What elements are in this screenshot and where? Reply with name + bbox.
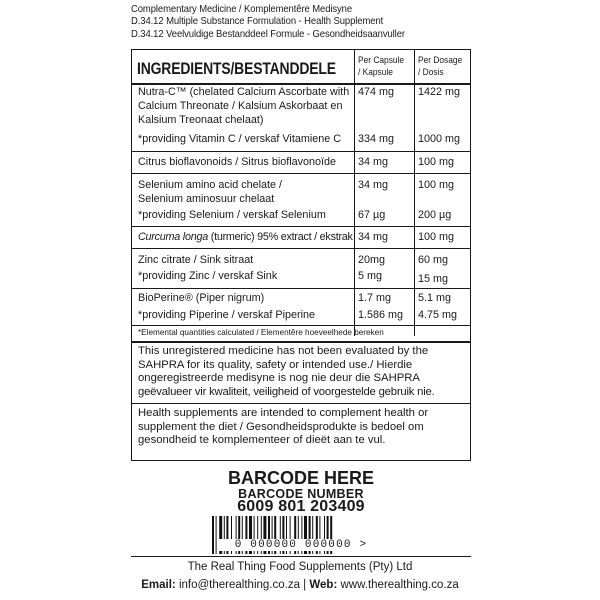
web-label: Web: (309, 579, 338, 591)
section-divider (132, 403, 470, 404)
col-header-per-capsule: Per Capsule / Kapsule (358, 55, 405, 77)
row-divider (132, 288, 470, 289)
per-dosage-value: 1422 mg (418, 86, 461, 98)
barcode-bar (216, 516, 217, 554)
ingredient-name: Zinc citrate / Sink sitraat (138, 254, 254, 266)
sub-per-capsule-value: 5 mg (358, 270, 383, 282)
sub-per-dosage-value: 200 µg (418, 209, 452, 221)
row-divider (132, 248, 470, 249)
sub-per-dosage-value: 1000 mg (418, 133, 461, 145)
ingredient-sub-name: *providing Zinc / verskaf Sink (138, 270, 278, 282)
footer-separator: | (303, 579, 307, 591)
sub-per-capsule-value: 1.586 mg (358, 309, 404, 321)
sub-per-capsule-value: 334 mg (358, 133, 395, 145)
barcode-number-bottom: 0 000000 000000 > (218, 539, 384, 551)
header-line-formulation-af: D.34.12 Veelvuldige Bestanddeel Formule - Gesondheidsaanvuller (131, 28, 405, 40)
ingredient-name: BioPerine® (Piper nigrum) (138, 292, 265, 304)
contact-line (0, 579, 600, 591)
col-header-per-dosage: Per Dosage / Dosis (418, 55, 463, 77)
ingredient-name: Selenium amino acid chelate / Selenium aminosuur chelaat (138, 179, 283, 205)
unregistered-disclaimer: This unregistered medicine has not been evaluated by the SAHPRA for its quality, safety or intended use./ Hierdie ongeregistreerde medisyne is nog nie deur die SAHPRA geëvalueer vir kwaliteit, veiligheid of voorgestelde gebruik nie. (138, 345, 435, 399)
column-divider-1 (354, 50, 355, 336)
row-divider (132, 173, 470, 174)
per-capsule-value: 34 mg (358, 156, 389, 168)
barcode-bar (212, 516, 214, 554)
company-name: The Real Thing Food Supplements (Pty) Ltd (187, 561, 413, 573)
barcode-title: BARCODE HERE (227, 468, 374, 488)
per-capsule-value: 20mg (358, 254, 386, 266)
label-header (131, 4, 471, 41)
health-supplement-note: Health supplements are intended to complement health or supplement the diet / Gesondheidsprodukte is bedoel om gesondheid te komplementeer of dieët aan te vul. (138, 407, 429, 447)
ingredients-title: INGREDIENTS/BESTANDDELE (137, 59, 336, 78)
row-divider (132, 325, 470, 326)
ingredient-sub-name: *providing Vitamin C / verskaf Vitamiene C (138, 133, 342, 145)
ingredient-name: Nutra-C™ (chelated Calcium Ascorbate with Calcium Threonate / Kalsium Askorbaat en Kalsium Treonaat chelaat) (138, 86, 350, 126)
per-dosage-value: 100 mg (418, 156, 455, 168)
table-footnote: *Elemental quantities calculated / Elementêre hoeveelhede bereken (138, 328, 384, 337)
barcode-subtitle: BARCODE NUMBER (238, 487, 364, 501)
email-link[interactable]: info@therealthing.co.za (178, 579, 300, 591)
per-capsule-value: 1.7 mg (358, 292, 392, 304)
email-label: Email: (141, 579, 176, 591)
ingredient-sub-name: *providing Selenium / verskaf Selenium (138, 209, 326, 221)
sub-per-dosage-value: 4.75 mg (418, 309, 458, 321)
header-line-category: Complementary Medicine / Komplementêre Medisyne (131, 4, 353, 15)
per-dosage-value: 60 mg (418, 254, 449, 266)
ingredients-panel (131, 49, 471, 461)
per-capsule-value: 474 mg (358, 86, 395, 98)
website-link[interactable]: www.therealthing.co.za (340, 579, 459, 591)
sub-per-capsule-value: 67 µg (358, 209, 386, 221)
per-capsule-value: 34 mg (358, 179, 389, 191)
per-dosage-value: 100 mg (418, 179, 455, 191)
header-line-formulation-en: D.34.12 Multiple Substance Formulation - Health Supplement (131, 16, 384, 28)
ingredient-sub-name: *providing Piperine / verskaf Piperine (138, 309, 316, 321)
per-dosage-value: 5.1 mg (418, 292, 452, 304)
ingredient-name: Citrus bioflavonoids / Sitrus bioflavonoïde (138, 156, 337, 168)
sub-per-dosage-value: 15 mg (418, 273, 449, 285)
footer-divider (131, 556, 471, 557)
section-divider (132, 341, 470, 343)
row-divider (132, 151, 470, 152)
per-capsule-value: 34 mg (358, 231, 389, 243)
row-divider (132, 226, 470, 227)
column-divider-2 (414, 50, 415, 336)
ingredient-name: Curcuma longa (turmeric) 95% extract / ekstrak (138, 231, 353, 243)
barcode-number-top: 6009 801 203409 (237, 498, 365, 515)
per-dosage-value: 100 mg (418, 231, 455, 243)
